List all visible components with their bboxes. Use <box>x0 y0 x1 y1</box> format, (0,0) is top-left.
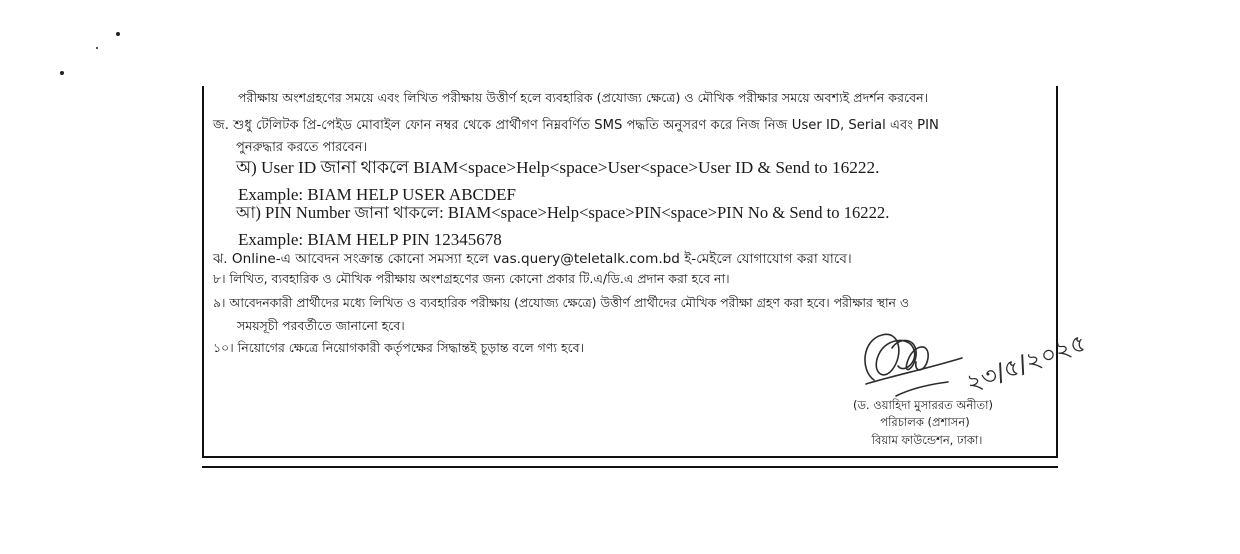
item-9-line1: ৯। আবেদনকারী প্রার্থীদের মধ্যে লিখিত ও ব্যবহারিক পরীক্ষায় (প্রযোজ্য ক্ষেত্রে) উত্তীর্ণ প্রার্থীদের মৌখিক পরীক্ষা গ্রহণ করা হবে। পরীক্ষার স্থান ও <box>213 295 909 310</box>
sms-pin-example: Example: BIAM HELP PIN 12345678 <box>238 230 502 249</box>
sms-user-id-example: Example: BIAM HELP USER ABCDEF <box>238 185 516 204</box>
item-9-line2: সময়সূচী পরবর্তীতে জানানো হবে। <box>237 318 405 333</box>
item-jha-line1: জ. শুধু টেলিটক প্রি-পেইড মোবাইল ফোন নম্বর থেকে প্রার্থীগণ নিম্নবর্ণিত SMS পদ্ধতি অনুসরণ করে নিজ নিজ User ID, Serial এবং PIN <box>213 118 939 133</box>
scan-speck <box>116 32 120 36</box>
signature-date-text: ২৩/৫/২০২৫ <box>962 328 1090 398</box>
sms-pin-format: আ) PIN Number জানা থাকলে: BIAM<space>Help<space>PIN<space>PIN No & Send to 16222. <box>236 203 890 222</box>
signatory-organization: বিয়াম ফাউন্ডেশন, ঢাকা। <box>871 433 983 447</box>
sms-user-id-format: অ) User ID জানা থাকলে BIAM<space>Help<space>User<space>User ID & Send to 16222. <box>236 158 880 177</box>
handwritten-signature <box>852 300 1090 410</box>
item-10-final-decision: ১০। নিয়োগের ক্ষেত্রে নিয়োগকারী কর্তৃপক্ষের সিদ্ধান্তই চূড়ান্ত বলে গণ্য হবে। <box>213 340 585 355</box>
item-jha-line2: পুনরুদ্ধার করতে পারবেন। <box>236 140 368 155</box>
signatory-name: (ড. ওয়াহিদা মুসাররত অনীতা) <box>852 398 994 412</box>
continued-text-line: পরীক্ষায় অংশগ্রহণের সময়ে এবং লিখিত পরীক্ষায় উত্তীর্ণ হলে ব্যবহারিক (প্রযোজ্য ক্ষেত্রে) ও মৌখিক পরীক্ষার সময়ে অবশ্যই প্রদর্শন করবেন। <box>238 90 929 105</box>
scan-speck <box>60 71 64 75</box>
signatory-designation: পরিচালক (প্রশাসন) <box>880 415 970 429</box>
scan-speck <box>96 47 98 49</box>
item-8-no-ta-da: ৮। লিখিত, ব্যবহারিক ও মৌখিক পরীক্ষায় অংশগ্রহণের জন্য কোনো প্রকার টি.এ/ডি.এ প্রদান করা হবে না। <box>213 271 730 286</box>
item-jho-support-email: ঝ. Online-এ আবেদন সংক্রান্ত কোনো সমস্যা হলে vas.query@teletalk.com.bd ই-মেইলে যোগাযোগ করা যাবে। <box>213 251 852 267</box>
notice-box-bottom-rule <box>202 466 1058 468</box>
